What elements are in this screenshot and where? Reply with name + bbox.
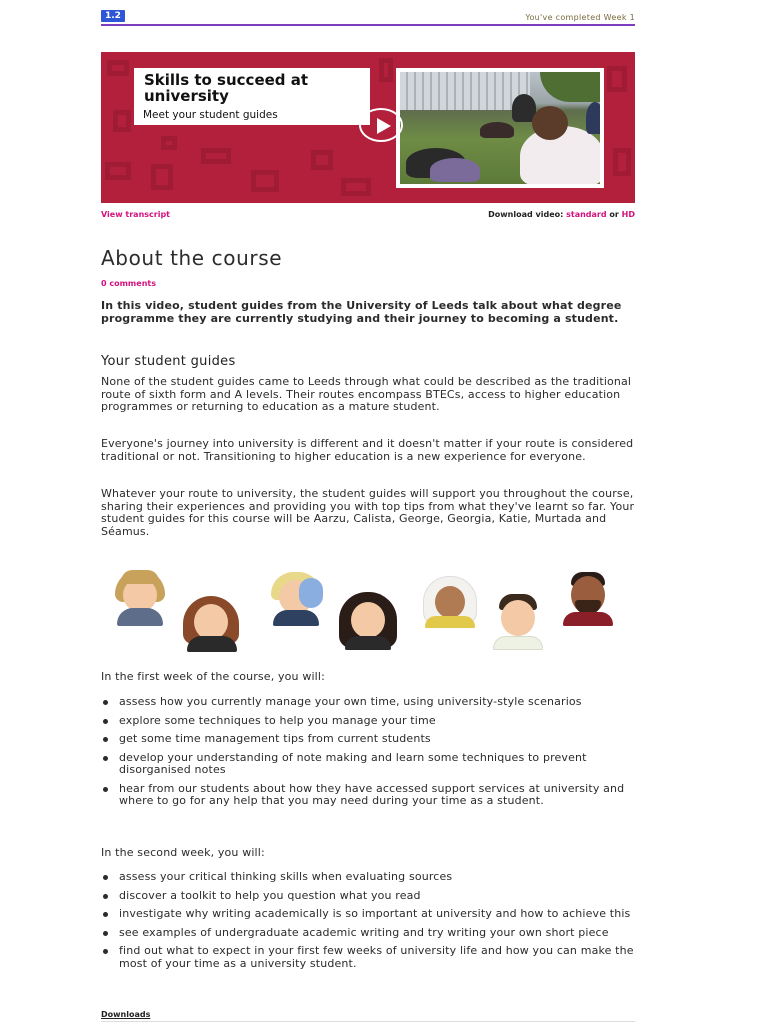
list-item: investigate why writing academically is so important at university and how to achieve this (101, 908, 635, 921)
week2-list (101, 871, 635, 976)
step-header (101, 8, 635, 26)
comments-link[interactable]: 0 comments (101, 279, 156, 288)
download-or-text: or (609, 210, 619, 219)
week2-intro: In the second week, you will: (101, 846, 265, 859)
list-item: develop your understanding of note making and learn some techniques to prevent disorganised notes (101, 752, 635, 777)
video-title: Skills to succeed at university (144, 71, 309, 105)
article-title: About the course (101, 246, 283, 270)
week-completion-status: You've completed Week 1 (525, 13, 635, 22)
list-item: see examples of undergraduate academic writing and try writing your own short piece (101, 927, 635, 940)
list-item: hear from our students about how they have accessed support services at university and where to go for any help that you may need during your time as a student. (101, 783, 635, 808)
video-subtitle: Meet your student guides (134, 107, 370, 125)
download-standard-link[interactable]: standard (566, 210, 607, 219)
download-hd-link[interactable]: HD (621, 210, 635, 219)
paragraph-journey: Everyone's journey into university is different and it doesn't matter if your route is considered traditional or not. Transitioning to higher education is a new experience for everyone. (101, 437, 634, 463)
list-item: discover a toolkit to help you question what you read (101, 890, 635, 903)
list-item: find out what to expect in your first few weeks of university life and how you can make the most of your time as a university student. (101, 945, 635, 970)
download-video-label: Download video: (488, 210, 564, 219)
play-icon[interactable] (359, 108, 403, 142)
download-video (488, 210, 635, 219)
student-guides-illustration (101, 566, 635, 651)
list-item: explore some techniques to help you manage your time (101, 715, 635, 728)
week1-intro: In the first week of the course, you will: (101, 670, 325, 683)
step-number-badge: 1.2 (101, 10, 125, 22)
list-item: assess your critical thinking skills when evaluating sources (101, 871, 635, 884)
list-item: assess how you currently manage your own time, using university-style scenarios (101, 696, 635, 709)
video-player[interactable] (101, 52, 635, 203)
view-transcript-link[interactable]: View transcript (101, 210, 170, 219)
downloads-heading[interactable]: Downloads (101, 1010, 151, 1019)
section-heading: Your student guides (101, 354, 236, 369)
article-intro: In this video, student guides from the University of Leeds talk about what degree programme they are currently studying and their journey to becoming a student. (101, 299, 622, 325)
video-thumbnail-photo (396, 68, 604, 188)
week1-list (101, 696, 635, 814)
list-item: get some time management tips from current students (101, 733, 635, 746)
downloads-divider (101, 1021, 635, 1022)
paragraph-routes: None of the student guides came to Leeds through what could be described as the traditional route of sixth form and A levels. Their routes encompass BTECs, access to higher education programmes or returning to education as a mature student. (101, 375, 632, 413)
paragraph-guides: Whatever your route to university, the student guides will support you throughout the course, sharing their experiences and providing you with top tips from what they've learnt so far. Your student guides for this course will be Aarzu, Calista, George, Georgia, Katie, Murtada and Séamus. (101, 487, 635, 538)
